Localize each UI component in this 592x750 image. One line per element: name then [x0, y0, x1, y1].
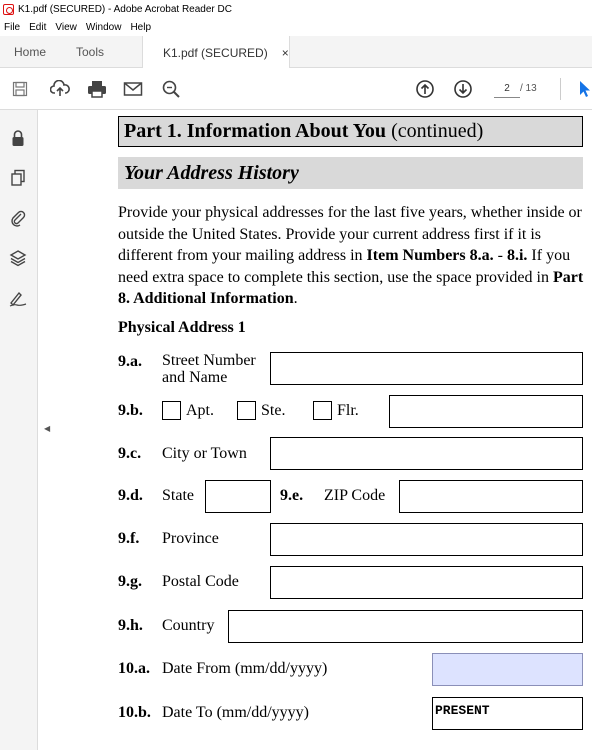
tab-home[interactable]: Home	[14, 45, 47, 59]
date-to-label: Date To (mm/dd/yyyy)	[162, 704, 310, 721]
province-field[interactable]	[270, 523, 583, 556]
signature-icon[interactable]	[8, 288, 28, 308]
intro-bold: 8.i.	[506, 247, 528, 264]
left-navigation-rail	[0, 110, 38, 750]
ste-label: Ste.	[261, 402, 286, 419]
item-number: 9.g.	[118, 573, 142, 590]
date-from-field[interactable]	[432, 653, 583, 686]
window-title: K1.pdf (SECURED) - Adobe Acrobat Reader DC	[18, 3, 232, 15]
physical-address-heading: Physical Address 1	[118, 319, 246, 336]
email-icon[interactable]	[122, 78, 144, 100]
item-number: 9.f.	[118, 530, 140, 547]
state-field[interactable]	[205, 480, 271, 513]
print-icon[interactable]	[86, 78, 108, 100]
part-header	[118, 116, 583, 147]
menu-file[interactable]: File	[4, 21, 21, 33]
menu-window[interactable]: Window	[85, 21, 122, 33]
acrobat-logo-icon	[3, 4, 14, 15]
ste-checkbox[interactable]	[237, 401, 256, 420]
intro-bold: Part 8. Additional Information	[118, 268, 584, 307]
close-tab-icon[interactable]: ×	[281, 45, 289, 60]
menu-help[interactable]: Help	[130, 21, 152, 33]
item-number: 9.c.	[118, 445, 142, 462]
tab-bar	[0, 36, 592, 68]
postal-code-field[interactable]	[270, 566, 583, 599]
menu-bar	[0, 18, 592, 36]
menu-view[interactable]: View	[55, 21, 77, 33]
item-number: 9.h.	[118, 617, 143, 634]
item-number: 10.a.	[118, 660, 150, 677]
zip-field[interactable]	[399, 480, 583, 513]
tab-tools[interactable]: Tools	[76, 45, 105, 59]
collapse-panel-icon[interactable]: ◀	[44, 424, 51, 433]
state-label: State	[162, 487, 194, 504]
instructions-paragraph	[118, 202, 588, 310]
toolbar-divider	[560, 78, 561, 100]
cursor-icon[interactable]	[574, 78, 592, 100]
zoom-icon[interactable]	[160, 78, 182, 100]
page-up-icon[interactable]	[414, 78, 436, 100]
section-header: Your Address History	[118, 157, 583, 189]
page-total: / 13	[520, 83, 537, 94]
postal-code-label: Postal Code	[162, 573, 239, 590]
flr-checkbox[interactable]	[313, 401, 332, 420]
street-label-line2: and Name	[162, 369, 228, 386]
save-icon[interactable]	[9, 78, 31, 100]
apt-checkbox[interactable]	[162, 401, 181, 420]
street-label	[162, 352, 256, 386]
lock-icon[interactable]	[8, 128, 28, 148]
toolbar	[0, 68, 592, 110]
city-field[interactable]	[270, 437, 583, 470]
item-number: 9.d.	[118, 487, 143, 504]
intro-bold: Item Numbers 8.a.	[366, 247, 494, 264]
page-number-input[interactable]: 2	[494, 80, 520, 98]
province-label: Province	[162, 530, 219, 547]
intro-text: .	[293, 290, 298, 307]
flr-label: Flr.	[337, 402, 359, 419]
item-number: 9.e.	[280, 487, 304, 504]
title-bar	[0, 0, 592, 18]
date-to-field[interactable]: PRESENT	[432, 697, 583, 730]
intro-text: -	[493, 247, 507, 264]
item-number: 9.b.	[118, 402, 143, 419]
unit-number-field[interactable]	[389, 395, 583, 428]
date-from-label: Date From (mm/dd/yyyy)	[162, 660, 328, 677]
part-title-continued: (continued)	[386, 120, 484, 142]
pages-icon[interactable]	[8, 168, 28, 188]
intro-text: Provide your physical addresses for the last five years, whether inside or outside the United States. Provide your current address first if it is different from your mailing address in	[118, 204, 582, 264]
item-number: 10.b.	[118, 704, 151, 721]
country-label: Country	[162, 617, 215, 634]
zip-label: ZIP Code	[324, 487, 386, 504]
item-number: 9.a.	[118, 353, 142, 370]
menu-edit[interactable]: Edit	[29, 21, 47, 33]
layers-icon[interactable]	[8, 248, 28, 268]
country-field[interactable]	[228, 610, 583, 643]
page-down-icon[interactable]	[452, 78, 474, 100]
apt-label: Apt.	[186, 402, 214, 419]
city-label: City or Town	[162, 445, 247, 462]
tab-document[interactable]	[142, 36, 290, 69]
attachment-icon[interactable]	[8, 208, 28, 228]
street-field[interactable]	[270, 352, 583, 385]
tab-document-label: K1.pdf (SECURED)	[163, 45, 268, 60]
part-title: Part 1. Information About You	[124, 120, 387, 142]
street-label-line1: Street Number	[162, 352, 256, 369]
upload-icon[interactable]	[49, 78, 71, 100]
intro-text: If you need extra space to complete this section, use the space provided in	[118, 247, 571, 286]
